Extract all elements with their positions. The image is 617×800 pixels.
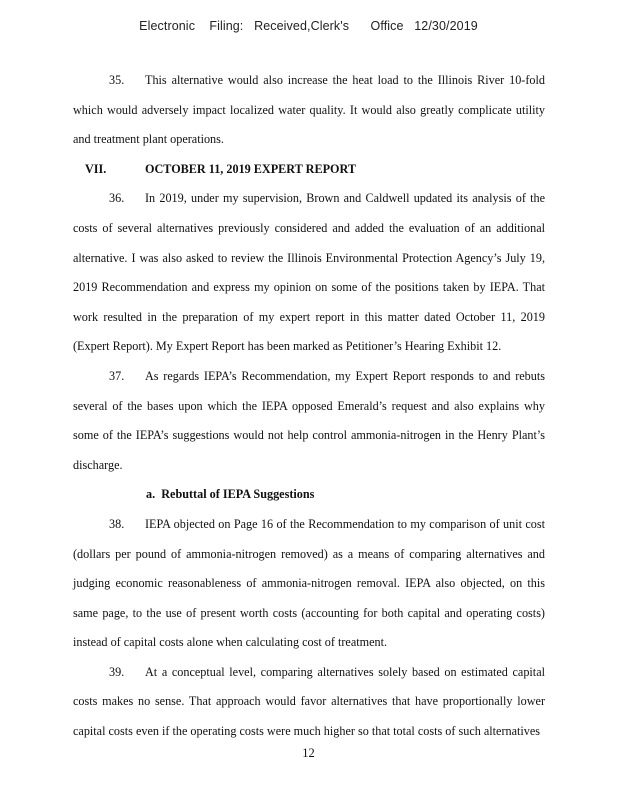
paragraph-text: As regards IEPA’s Recommendation, my Expert Report responds to and rebuts several of the bases upon which the IEPA opposed Emerald’s request and also explains why some of the IEPA’s suggestions would not help control ammonia-nitrogen in the Henry Plant’s discharge. — [73, 368, 545, 472]
subsection-label: a. — [146, 487, 156, 502]
paragraph-number: 37. — [109, 368, 125, 383]
paragraph-38 — [73, 510, 545, 658]
subsection-title: Rebuttal of IEPA Suggestions — [161, 487, 315, 502]
section-number: VII. — [85, 161, 107, 176]
paragraph-text: This alternative would also increase the heat load to the Illinois River 10-fold which would adversely impact localized water quality. It would also greatly complicate utility and treatment plant operations. — [73, 73, 545, 147]
paragraph-35 — [73, 66, 545, 155]
paragraph-37 — [73, 362, 545, 480]
paragraph-number: 38. — [109, 516, 125, 531]
paragraph-36 — [73, 184, 545, 362]
document-body — [73, 66, 545, 747]
paragraph-number: 39. — [109, 664, 125, 679]
section-heading-vii — [73, 155, 545, 185]
section-title: OCTOBER 11, 2019 EXPERT REPORT — [145, 161, 356, 176]
paragraph-number: 35. — [109, 73, 125, 87]
paragraph-text: In 2019, under my supervision, Brown and Caldwell updated its analysis of the costs of several alternatives previously considered and added the evaluation of an additional alternative. I was also asked to review the Illinois Environmental Protection Agency’s July 19, 2019 Recommendation and express my opinion on some of the positions taken by IEPA. That work resulted in the preparation of my expert report in this matter dated October 11, 2019 (Expert Report). My Expert Report has been marked as Petitioner’s Hearing Exhibit 12. — [73, 191, 545, 354]
paragraph-39 — [73, 658, 545, 747]
paragraph-number: 36. — [109, 191, 125, 206]
paragraph-text: IEPA objected on Page 16 of the Recommendation to my comparison of unit cost (dollars per pound of ammonia-nitrogen removed) as a means of comparing alternatives and judging economic reasonableness of ammonia-nitrogen removal. IEPA also objected, on this same page, to the use of present worth costs (accounting for both capital and operating costs) instead of capital costs alone when calculating cost of treatment. — [73, 516, 545, 650]
page-number: 12 — [302, 746, 315, 760]
subsection-heading-a — [73, 480, 545, 510]
filing-stamp-header: Electronic Filing: Received,Clerk's Office 12/30/2019 — [139, 19, 478, 33]
paragraph-text: At a conceptual level, comparing alternatives solely based on estimated capital costs makes no sense. That approach would favor alternatives that have proportionally lower capital costs even if the operating costs were much higher so that total costs of such alternatives — [73, 664, 545, 739]
